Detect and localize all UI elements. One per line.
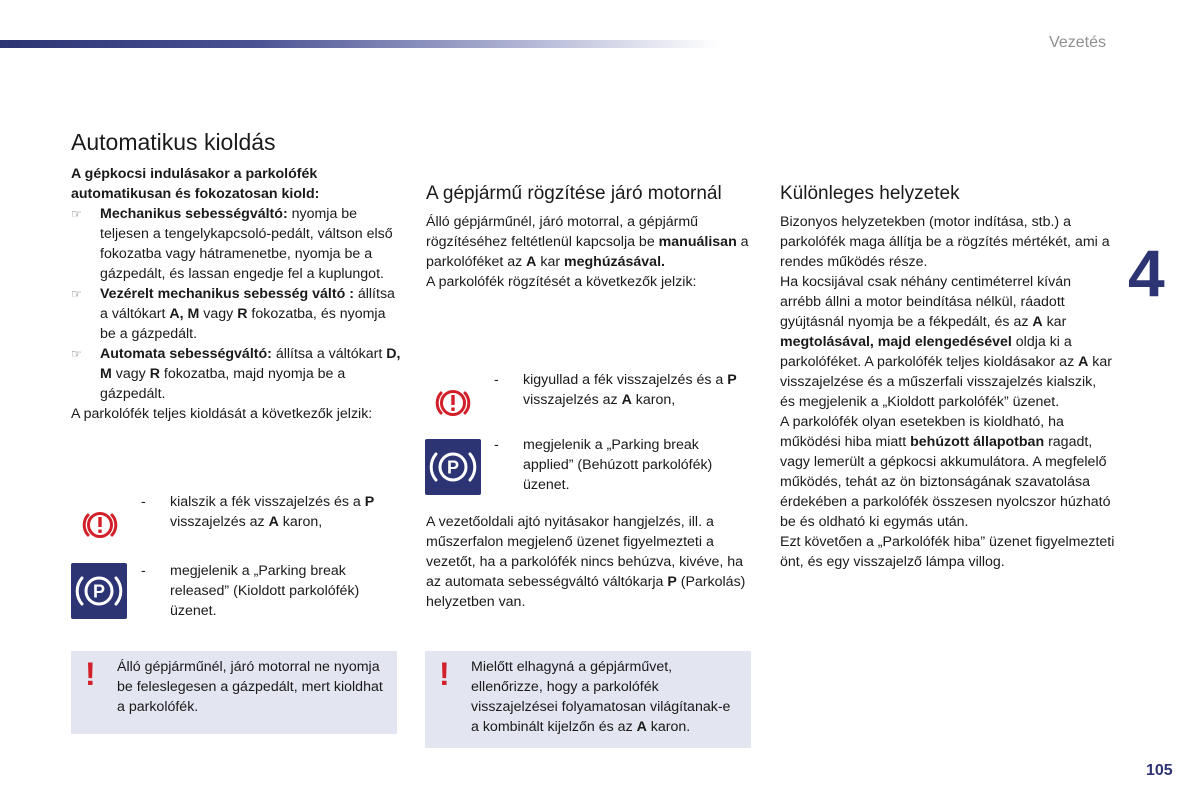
list-item-controlled-manual: ☞ Vezérelt mechanikus sebesség váltó : állítsa a váltókart A, M vagy R fokozatba, és nyomja be a gázpedált.: [71, 286, 395, 342]
signal-applied-2: - megjelenik a „Parking break applied” (Behúzott parkolófék) üzenet.: [494, 437, 713, 493]
special-p4: Ezt követően a „Parkolófék hiba” üzenet figyelmezteti önt, és egy visszajelző lámpa villog.: [780, 534, 1115, 570]
section-name: Vezetés: [1049, 34, 1106, 51]
brake-warning-icon: [80, 505, 120, 545]
special-p3: A parkolófék olyan esetekben is kioldható, ha működési hiba miatt behúzott állapotban ragadt, vagy lemerült a gépkocsi akkumulátora. A megfelelő működés, tehát az ön biztonságának szavatolása érdekében a parkolófék összesen nyolcszor húzható be és oldható ki egymás után.: [780, 414, 1111, 530]
heading-securing-vehicle: A gépjármű rögzítése járó motornál: [426, 183, 722, 204]
parking-brake-icon: [425, 439, 481, 495]
intro-text: A gépkocsi indulásakor a parkolófék automatikusan és fokozatosan kiold:: [71, 166, 320, 202]
pointing-hand-icon: ☞: [71, 347, 82, 361]
svg-text:P: P: [446, 457, 460, 478]
signal-release-1: - kialszik a fék visszajelzés és a P visszajelzés az A karon,: [141, 494, 375, 530]
warning-note-leaving: ! Mielőtt elhagyná a gépjárművet, ellenőrizze, hogy a parkolófék visszajelzései folyamatosan világítanak-e a kombinált kijelzőn és az A karon.: [425, 651, 751, 748]
column-securing-vehicle: [426, 181, 756, 292]
pointing-hand-icon: ☞: [71, 287, 82, 301]
parking-brake-icon: [71, 563, 127, 619]
signal-release-2: - megjelenik a „Parking break released” (Kioldott parkolófék) üzenet.: [141, 563, 360, 619]
signals-intro: A parkolófék teljes kioldását a következők jelzik:: [71, 406, 373, 422]
page-number: 105: [1146, 762, 1173, 779]
warning-icon: !: [85, 656, 96, 692]
securing-paragraph: Álló gépjárműnél, járó motorral, a gépjármű rögzítéséhez feltétlenül kapcsolja be manuálisan a parkolóféket az A kar meghúzásával.: [426, 214, 749, 270]
column-special-situations: [780, 181, 1115, 572]
special-p1: Bizonyos helyzetekben (motor indítása, stb.) a parkolófék maga állítja be a rögzítés mértékét, ami a rendes működés része.: [780, 214, 1110, 270]
securing-signals-intro: A parkolófék rögzítését a következők jelzik:: [426, 274, 697, 290]
chapter-number: 4: [1128, 236, 1165, 310]
list-item-automatic: ☞ Automata sebességváltó: állítsa a váltókart D, M vagy R fokozatba, majd nyomja be a gázpedált.: [71, 346, 401, 402]
warning-note-accelerator: ! Álló gépjárműnél, járó motorral ne nyomja be feleslegesen a gázpedált, mert kioldhat a parkolófék.: [71, 651, 397, 734]
column-automatic-release: [71, 128, 401, 424]
warning-icon: !: [439, 656, 450, 692]
brake-warning-icon: [433, 383, 473, 423]
door-warning-paragraph: A vezetőoldali ajtó nyitásakor hangjelzés, ill. a műszerfalon megjelenő üzenet figyelmezteti a vezetőt, ha a parkolófék nincs behúzva, kivéve, ha az automata sebességváltó váltókarja P (Parkolás) helyzetben van.: [426, 514, 746, 610]
header-bar: [0, 40, 720, 48]
special-p2: Ha kocsijával csak néhány centiméterrel kíván arrébb állni a motor beindítása nélkül, ráadott gyújtásnál nyomja be a fékpedált, és az A kar megtolásával, majd elengedésével oldja ki a parkolóféket. A parkolófék teljes kioldásakor az A kar visszajelzése és a műszerfali visszajelzés kialszik, és megjelenik a „Kioldott parkolófék” üzenet.: [780, 274, 1113, 410]
heading-special-situations: Különleges helyzetek: [780, 183, 960, 204]
heading-automatic-release: Automatikus kioldás: [71, 129, 276, 155]
list-item-manual: ☞ Mechanikus sebességváltó: nyomja be teljesen a tengelykapcsoló-pedált, váltson első fokozatba vagy hátramenetbe, nyomja be a gázpedált, és lassan engedje fel a kuplungot.: [71, 206, 393, 282]
svg-text:P: P: [92, 581, 106, 602]
pointing-hand-icon: ☞: [71, 207, 82, 221]
signal-applied-1: - kigyullad a fék visszajelzés és a P visszajelzés az A karon,: [494, 372, 737, 408]
